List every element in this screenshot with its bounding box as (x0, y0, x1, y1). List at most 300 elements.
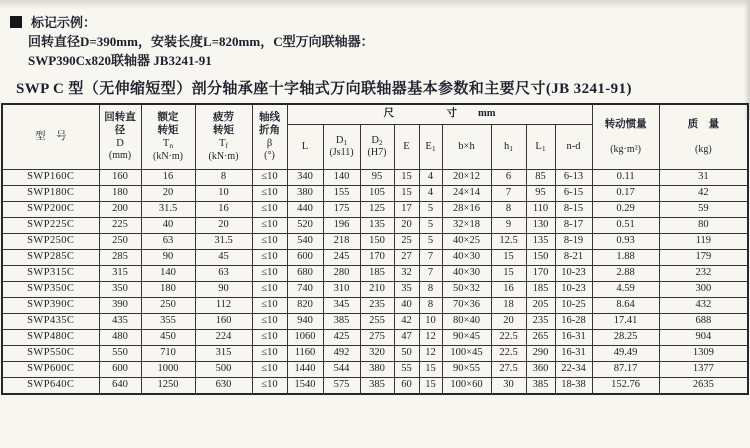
table-cell: 20×12 (442, 170, 491, 186)
table-cell: 5 (419, 234, 442, 250)
table-cell: 600 (99, 362, 141, 378)
table-body (2, 170, 748, 395)
col-header-rated-torque (141, 104, 195, 170)
table-cell: 6-13 (555, 170, 592, 186)
table-cell: 20 (394, 218, 419, 234)
marking-example-heading (10, 13, 374, 32)
table-cell: 150 (360, 234, 394, 250)
table-cell: 600 (287, 250, 323, 266)
symbol: E (425, 140, 432, 152)
table-cell: ≤10 (252, 218, 287, 234)
table-cell: 575 (323, 378, 360, 395)
table-cell: ≤10 (252, 250, 287, 266)
symbol: L (535, 140, 542, 152)
header-line: 疲劳 (213, 111, 234, 123)
table-row (2, 170, 748, 186)
col-header-E1 (419, 125, 442, 170)
table-cell: 10 (419, 314, 442, 330)
table-cell: ≤10 (252, 314, 287, 330)
subscript: 1 (541, 143, 546, 153)
table-cell: 450 (141, 330, 195, 346)
col-header-D2 (360, 125, 394, 170)
table-cell: 47 (394, 330, 419, 346)
table-cell: 16-28 (555, 314, 592, 330)
table-cell: 218 (323, 234, 360, 250)
table-header (2, 104, 748, 170)
table-cell: 740 (287, 282, 323, 298)
table-cell: ≤10 (252, 186, 287, 202)
table-cell: 179 (659, 250, 748, 266)
table-cell: 105 (360, 186, 394, 202)
table-cell: 119 (659, 234, 748, 250)
header-line: 转矩 (213, 125, 234, 137)
table-cell: 50×32 (442, 282, 491, 298)
header-line: (H7) (367, 147, 387, 159)
table-cell: SWP550C (2, 346, 99, 362)
table-cell: 32×18 (442, 218, 491, 234)
table-cell: 7 (491, 186, 526, 202)
table-cell: 500 (195, 362, 252, 378)
table-row (2, 282, 748, 298)
table-cell: 12 (419, 346, 442, 362)
table-cell: 100×60 (442, 378, 491, 395)
table-cell: 390 (99, 298, 141, 314)
table-cell: 15 (394, 170, 419, 186)
table-cell: 290 (526, 346, 555, 362)
header-line (142, 137, 195, 150)
header-row-top (2, 104, 748, 125)
table-cell: 15 (491, 266, 526, 282)
table-cell: 185 (360, 266, 394, 282)
table-cell: 180 (141, 282, 195, 298)
table-row (2, 266, 748, 282)
table-cell: 22-34 (555, 362, 592, 378)
table-cell: 904 (659, 330, 748, 346)
table-cell: 10-23 (555, 282, 592, 298)
col-header-axis-angle (252, 104, 287, 170)
table-cell: 360 (526, 362, 555, 378)
header-line: 轴线 (259, 112, 280, 124)
table-cell: 196 (323, 218, 360, 234)
table-cell: 31.5 (141, 202, 195, 218)
table-cell: 87.17 (592, 362, 659, 378)
table-cell: 235 (526, 314, 555, 330)
table-cell: 480 (99, 330, 141, 346)
table-cell: 50 (394, 346, 419, 362)
table-cell: SWP315C (2, 266, 99, 282)
col-header-mass (659, 104, 748, 170)
table-cell: 380 (360, 362, 394, 378)
table-cell: 49.49 (592, 346, 659, 362)
table-cell: 90 (195, 282, 252, 298)
table-cell: 42 (659, 186, 748, 202)
marking-example-section (10, 13, 374, 70)
table-cell: 59 (659, 202, 748, 218)
header-line: β (266, 138, 273, 150)
table-cell: SWP435C (2, 314, 99, 330)
table-cell: ≤10 (252, 202, 287, 218)
table-cell: 5 (419, 202, 442, 218)
header-line: (°) (264, 150, 275, 162)
table-cell: 22.5 (491, 346, 526, 362)
table-cell: 7 (419, 250, 442, 266)
table-cell: 8 (419, 282, 442, 298)
table-cell: 2.88 (592, 266, 659, 282)
table-cell: 492 (323, 346, 360, 362)
table-cell: 8 (419, 298, 442, 314)
table-cell: 40 (394, 298, 419, 314)
table-cell: 125 (360, 202, 394, 218)
table-cell: 1377 (659, 362, 748, 378)
table-cell: ≤10 (252, 330, 287, 346)
table-cell: 18 (491, 298, 526, 314)
table-cell: 80 (659, 218, 748, 234)
table-cell: 40×30 (442, 266, 491, 282)
table-row (2, 346, 748, 362)
col-header-dimensions: 尺 寸 mm (287, 104, 592, 125)
example-line-2: SWP390Cx820联轴器 JB3241-91 (28, 53, 212, 68)
table-cell: SWP200C (2, 202, 99, 218)
table-row (2, 250, 748, 266)
table-cell: 16-31 (555, 346, 592, 362)
table-cell: 27.5 (491, 362, 526, 378)
table-cell: 1250 (141, 378, 195, 395)
black-square-bullet (10, 16, 22, 28)
example-line-1: 回转直径D=390mm，安装长度L=820mm，C型万向联轴器： (28, 34, 374, 49)
table-cell: 300 (659, 282, 748, 298)
table-cell: 940 (287, 314, 323, 330)
header-line (196, 137, 252, 150)
table-cell: 17 (394, 202, 419, 218)
table-cell: 140 (323, 170, 360, 186)
table-cell: 20 (141, 186, 195, 202)
col-header-h1 (491, 125, 526, 170)
subscript: 2 (378, 138, 383, 148)
table-cell: 320 (360, 346, 394, 362)
table-cell: 0.11 (592, 170, 659, 186)
table-cell: 185 (526, 282, 555, 298)
header-line: (Js11) (329, 147, 354, 159)
coupling-spec-table (1, 103, 749, 395)
table-cell: 385 (526, 378, 555, 395)
table-cell: SWP640C (2, 378, 99, 395)
table-cell: 63 (195, 266, 252, 282)
table-cell: 135 (360, 218, 394, 234)
table-cell: 28×16 (442, 202, 491, 218)
table-cell: 440 (287, 202, 323, 218)
table-cell: 315 (99, 266, 141, 282)
table-cell: 170 (360, 250, 394, 266)
table-title: SWP C 型（无伸缩短型）剖分轴承座十字轴式万向联轴器基本参数和主要尺寸(JB 3241-91) (16, 81, 632, 97)
table-cell: 520 (287, 218, 323, 234)
table-cell: 8 (195, 170, 252, 186)
table-cell: 25 (394, 234, 419, 250)
col-header-bxh: b×h (442, 125, 491, 170)
table-cell: ≤10 (252, 266, 287, 282)
table-cell: 250 (99, 234, 141, 250)
table-cell: 160 (195, 314, 252, 330)
table-cell: 30 (491, 378, 526, 395)
table-cell: 90 (141, 250, 195, 266)
table-cell: 16-31 (555, 330, 592, 346)
table-cell: 40×25 (442, 234, 491, 250)
table-cell: 224 (195, 330, 252, 346)
table-cell: 31.5 (195, 234, 252, 250)
table-row (2, 186, 748, 202)
table-cell: ≤10 (252, 346, 287, 362)
col-header-model: 型 号 (2, 104, 99, 170)
table-cell: 8 (491, 202, 526, 218)
table-cell: 18-38 (555, 378, 592, 395)
table-cell: 32 (394, 266, 419, 282)
table-cell: 1540 (287, 378, 323, 395)
table-cell: 640 (99, 378, 141, 395)
table-cell: SWP350C (2, 282, 99, 298)
table-cell: 385 (323, 314, 360, 330)
table-cell: 8-15 (555, 202, 592, 218)
header-line (361, 134, 394, 147)
table-cell: 2635 (659, 378, 748, 395)
table-row (2, 298, 748, 314)
table-cell: 432 (659, 298, 748, 314)
table-cell: 280 (323, 266, 360, 282)
symbol: h (504, 140, 510, 152)
table-cell: 10-23 (555, 266, 592, 282)
table-cell: 235 (360, 298, 394, 314)
table-cell: ≤10 (252, 170, 287, 186)
table-cell: 355 (141, 314, 195, 330)
table-row (2, 330, 748, 346)
table-cell: 31 (659, 170, 748, 186)
table-cell: 95 (360, 170, 394, 186)
table-cell: 130 (526, 218, 555, 234)
table-cell: 140 (141, 266, 195, 282)
table-cell: 315 (195, 346, 252, 362)
table-cell: 170 (526, 266, 555, 282)
table-cell: 8-19 (555, 234, 592, 250)
table-cell: 15 (394, 186, 419, 202)
col-header-inertia (592, 104, 659, 170)
table-cell: SWP480C (2, 330, 99, 346)
table-cell: ≤10 (252, 298, 287, 314)
table-row (2, 218, 748, 234)
table-cell: 250 (141, 298, 195, 314)
table-cell: 20 (195, 218, 252, 234)
table-cell: 45 (195, 250, 252, 266)
table-cell: 15 (491, 250, 526, 266)
col-header-L1 (526, 125, 555, 170)
header-line: 质 量 (687, 118, 720, 130)
table-cell: 380 (287, 186, 323, 202)
table-cell: 22.5 (491, 330, 526, 346)
table-cell: 5 (419, 218, 442, 234)
table-cell: 15 (419, 362, 442, 378)
table-cell: 210 (360, 282, 394, 298)
table-cell: 40×30 (442, 250, 491, 266)
header-line: 折角 (259, 125, 280, 137)
table-cell: SWP600C (2, 362, 99, 378)
header-line: (kN·m) (153, 150, 183, 162)
table-cell: SWP390C (2, 298, 99, 314)
table-cell: 0.29 (592, 202, 659, 218)
table-cell: 435 (99, 314, 141, 330)
table-cell: 425 (323, 330, 360, 346)
header-line: (kN·m) (208, 150, 239, 162)
header-line: 转矩 (157, 125, 179, 137)
table-cell: 24×14 (442, 186, 491, 202)
header-line: D (116, 138, 124, 150)
table-cell: 0.93 (592, 234, 659, 250)
table-cell: 16 (141, 170, 195, 186)
table-cell: 544 (323, 362, 360, 378)
table-cell: 285 (99, 250, 141, 266)
table-cell: 275 (360, 330, 394, 346)
table-cell: 8-21 (555, 250, 592, 266)
table-cell: 0.51 (592, 218, 659, 234)
table-cell: 16 (195, 202, 252, 218)
table-cell: 540 (287, 234, 323, 250)
table-cell: 135 (526, 234, 555, 250)
table-cell: 90×55 (442, 362, 491, 378)
header-line: 回转直径 (104, 112, 136, 137)
symbol: T (219, 138, 226, 150)
table-cell: 4.59 (592, 282, 659, 298)
table-cell: 35 (394, 282, 419, 298)
symbol: D (371, 135, 379, 147)
table-cell: 180 (99, 186, 141, 202)
table-cell: 28.25 (592, 330, 659, 346)
col-header-E: E (394, 125, 419, 170)
table-cell: 1440 (287, 362, 323, 378)
col-header-diameter (99, 104, 141, 170)
table-cell: SWP225C (2, 218, 99, 234)
table-cell: 225 (99, 218, 141, 234)
table-cell: 160 (99, 170, 141, 186)
subscript: 1 (431, 143, 436, 153)
table-cell: 12.5 (491, 234, 526, 250)
table-cell: 1000 (141, 362, 195, 378)
table-cell: 205 (526, 298, 555, 314)
scan-edge-top (0, 0, 750, 9)
table-cell: 310 (323, 282, 360, 298)
table-cell: 8.64 (592, 298, 659, 314)
table-cell: 9 (491, 218, 526, 234)
table-cell: 385 (360, 378, 394, 395)
table-cell: 6 (491, 170, 526, 186)
subscript: 1 (509, 143, 513, 153)
table-cell: 345 (323, 298, 360, 314)
table-cell: 110 (526, 202, 555, 218)
table-cell: ≤10 (252, 234, 287, 250)
header-line: 转动惯量 (604, 118, 647, 130)
table-cell: 80×40 (442, 314, 491, 330)
table-cell: 255 (360, 314, 394, 330)
table-cell: 1160 (287, 346, 323, 362)
marking-example-label: 标记示例： (31, 15, 97, 30)
table-cell: 688 (659, 314, 748, 330)
table-cell: 155 (323, 186, 360, 202)
table-cell: SWP285C (2, 250, 99, 266)
table-cell: 820 (287, 298, 323, 314)
table-cell: ≤10 (252, 362, 287, 378)
table-cell: 55 (394, 362, 419, 378)
header-line: (mm) (108, 150, 132, 162)
col-header-nd: n-d (555, 125, 592, 170)
table-cell: 200 (99, 202, 141, 218)
table-cell: 340 (287, 170, 323, 186)
table-cell: 4 (419, 186, 442, 202)
table-cell: 1060 (287, 330, 323, 346)
col-header-D1 (323, 125, 360, 170)
header-line: (kg) (694, 143, 712, 155)
table-cell: 90×45 (442, 330, 491, 346)
table-cell: SWP160C (2, 170, 99, 186)
table-cell: 630 (195, 378, 252, 395)
table-row (2, 234, 748, 250)
table-cell: 232 (659, 266, 748, 282)
table-cell: 175 (323, 202, 360, 218)
table-cell: 710 (141, 346, 195, 362)
table-cell: 95 (526, 186, 555, 202)
table-cell: 60 (394, 378, 419, 395)
table-cell: 1.88 (592, 250, 659, 266)
table-cell: 150 (526, 250, 555, 266)
table-cell: 12 (419, 330, 442, 346)
table-cell: 8-17 (555, 218, 592, 234)
scan-edge-right (744, 0, 750, 120)
table-cell: 112 (195, 298, 252, 314)
table-cell: ≤10 (252, 378, 287, 395)
table-cell: 100×45 (442, 346, 491, 362)
table-cell: 350 (99, 282, 141, 298)
table-row (2, 378, 748, 395)
table-cell: SWP250C (2, 234, 99, 250)
table-cell: 6-15 (555, 186, 592, 202)
table-cell: 152.76 (592, 378, 659, 395)
table-cell: 550 (99, 346, 141, 362)
table-row (2, 202, 748, 218)
table-cell: 63 (141, 234, 195, 250)
table-cell: 0.17 (592, 186, 659, 202)
table-row (2, 314, 748, 330)
symbol: T (162, 138, 170, 150)
table-cell: 85 (526, 170, 555, 186)
table-cell: 4 (419, 170, 442, 186)
table-cell: 42 (394, 314, 419, 330)
table-row (2, 362, 748, 378)
table-cell: 27 (394, 250, 419, 266)
table-cell: 7 (419, 266, 442, 282)
table-cell: ≤10 (252, 282, 287, 298)
subscript: 1 (343, 138, 348, 148)
col-header-fatigue-torque (195, 104, 252, 170)
col-header-L: L (287, 125, 323, 170)
table-cell: 1309 (659, 346, 748, 362)
table-cell: 265 (526, 330, 555, 346)
header-line: (kg·m²) (610, 143, 641, 155)
table-cell: 70×36 (442, 298, 491, 314)
table-cell: 10 (195, 186, 252, 202)
table-cell: 680 (287, 266, 323, 282)
header-line: 额定 (157, 111, 179, 123)
table-cell: 10-25 (555, 298, 592, 314)
table-cell: 245 (323, 250, 360, 266)
table-cell: SWP180C (2, 186, 99, 202)
table-cell: 40 (141, 218, 195, 234)
symbol: D (335, 135, 344, 147)
subscript: n (169, 141, 174, 151)
header-line (324, 134, 360, 147)
